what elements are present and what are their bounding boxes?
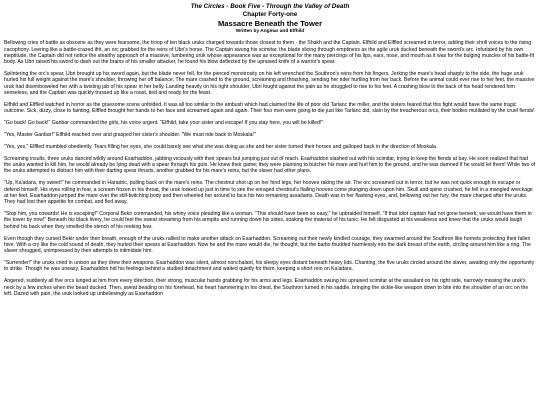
paragraph: "Up, Ka'adara, my sweet!" he commanded in Haradric, pulling back on the mare's reins. The chestnut shot up on her hind legs, her hooves raking the air. The orc screamed out in terror, but he was not quick enough to escape or defend himself. His eyes rolling in fear, a scream frozen in his throat, the uruk looked up just in time to see the enraged chestnut's flailing hooves come plunging down upon him. Skull and spine crushed, he fell in a mangled wreckage at her feet. Esarhaddon jumped the mare over the still-twitching body and then wheeled her around to face his two remaining assailants. Death was in her flashing eyes, and, bellowing out her fury, the mare charged after the uruks. They had lost their appetite for combat, and fled away. (4, 180, 533, 206)
paragraph: "Yes, Master Ganbar!" Elfhild reached over and grasped her sister's shoulder. "We must ride back to Moskala!" (4, 132, 256, 139)
paragraph: Elfhild and Elffled watched in horror as the gruesome scene unfolded. It was all too similar to the ambush which had claimed the life of poor old Tarlanc the miller, and the sisters feared that this fight would have the same tragic outcome. Sick, dizzy, close to fainting, Elffled brought her hands to her face and screamed again and again. Their four men were going to die just like Tarlanc did, slain by the treacherous orcs, their bodies mutilated by the cruel fiends! (4, 101, 535, 115)
paragraph: Angered, suddenly all five orcs lunged at him from every direction, their strong, muscular hands grabbing for his arms and legs. Esarhaddon swung his upraised scimitar at the assailant on his right side, narrowly missing the uruk's neck by a few inches when the beast ducked. Then, sweat beading on his forehead, his heart hammering in his chest, the Southron turned in his saddle, bringing the sickle-like weapon down to bite into the shoulder of an orc on the left. Dazed with pain, the uruk looked up unbelievingly as Esarhaddon (4, 278, 529, 297)
paragraph: "Stop him, you cowards! He is escaping!" Corporal Bekir commanded, his whiny voice pleading like a woman. "This should have been so easy," he upbraided himself. "If that idiot captain had not gone berserk, we would have them in the tower by now!" Beneath his black livery, he could feel the sweat streaming from his armpits and running down his sides, soaking the material of his tunic. He felt disgusted at his weakness and knew that the uruks would laugh behind his back when they smelled the stench of his reeking fear. (4, 211, 532, 230)
paragraph: Screaming insults, three uruks danced wildly around Esarhaddon, jabbing viciously with their spears but jumping just out of reach. Esarhaddon slashed out with his scimitar, trying to keep the fiends at bay. He soon realized that had the uruks wanted to kill him, he would already be lying dead with a spear through his guts. He knew their game; they were planning to butcher his mare and hurl him to the ground, and he was damned if he would let them! While two of the uruks attempted to distract him with their darting spear thrusts, another grabbed for his mare's reins, but the slaver had other plans. (4, 155, 536, 175)
paragraph: "Yes, yes," Elffled mumbled obediently. Tears filling her eyes, she could barely see what she was doing as she and her sister turned their horses and galloped back in the direction of Moskala. (4, 143, 438, 150)
chapter-title: Massacre Beneath the Tower (217, 19, 323, 29)
paragraph: Even though they cursed Bekir under their breath, enough of the uruks rallied to make another attack on Esarhaddon. Screaming out their newly kindled courage, they swarmed around the Southron like hornets protecting their fallen hive. With a cry like the cold sound of death, they hurled their spears at Esarhaddon. Now he and the mare would die, he thought, but the barbs thudded harmlessly into the dark breast of the earth, circling around him like a ring. The slaver shrugged, unimpressed by their attempts to intimidate him. (4, 235, 531, 255)
paragraph: "Go back! Go back!" Ganbar commanded the girls, his voice urgent. "Elfhild, take your sister and escape! If you stay here, you will be killed!" (4, 120, 324, 127)
author-byline: Written by Angmar and Elfhild (235, 29, 305, 35)
story-body (4, 40, 536, 297)
paragraph: Bellowing cries of battle as obscene as they were fearsome, the troop of ten black uruks charged towards those closest to them - the Shakh and the Captain. Elfhild and Elffled screamed in terror, adding their shrill voices to the rising cacophony. Leering like a battle-crazed ifrit, an orc grabbed for the reins of Ubri's horse. The Captain swung his scimitar, the blade slicing through emptiness as the agile uruk ducked beneath the sword's arc. Infuriated by his own ineptitude, the Captain did not notice the stealthy approach of a massive, lumbering uruk whose appearance was as exceptional for the many piercings of his lips, ears, nose, and mouth as it was for the bulging muscles of his battle-fit body. As Ubri raised his sword to dash out the brains of his smaller attacker, he found his blow deflected by the upraised knife of a warrior's spear. (4, 40, 535, 66)
chapter-header (4, 3, 536, 35)
series-title: The Circles - Book Five - Through the Valley of Death (190, 3, 350, 10)
paragraph: Splintering the orc's spear, Ubri brought up his sword again, but the blade never fell, for the pierced monstrosity on his left wrenched the Southron's reins from his fingers. Jerking the mare's head sharply to the side, the huge uruk hurled his full weight against the mare's shoulder, throwing her off balance. The mare crashed to the ground, screaming and thrashing, sending her rider hurtling from her back. Before the animal could ever rise to her feet, the massive uruk had disemboweled her with a twisting jab of his spear in her belly. Landing heavily on his right shoulder, Ubri fought against the pain as he struggled to rise to his feet. A crashing blow to the back of his head rendered him senseless, and the Captain was quickly trussed up like a roast, tied and ready for the feast. (4, 71, 535, 97)
paragraph: "Surrender!" the uruks cried in unison as they drew their weapons. Esarhaddon was silent, almost nonchalant, his sleepy eyes distant beneath heavy lids. Chanting, the five uruks circled around the slaver, awaiting only the opportunity to strike. Though he was uneasy, Esarhaddon hid his feelings behind a studied detachment and waited quietly for them, keeping a short rein on Ka'adara. (4, 260, 535, 273)
chapter-number: Chapter Forty-one (242, 11, 298, 19)
